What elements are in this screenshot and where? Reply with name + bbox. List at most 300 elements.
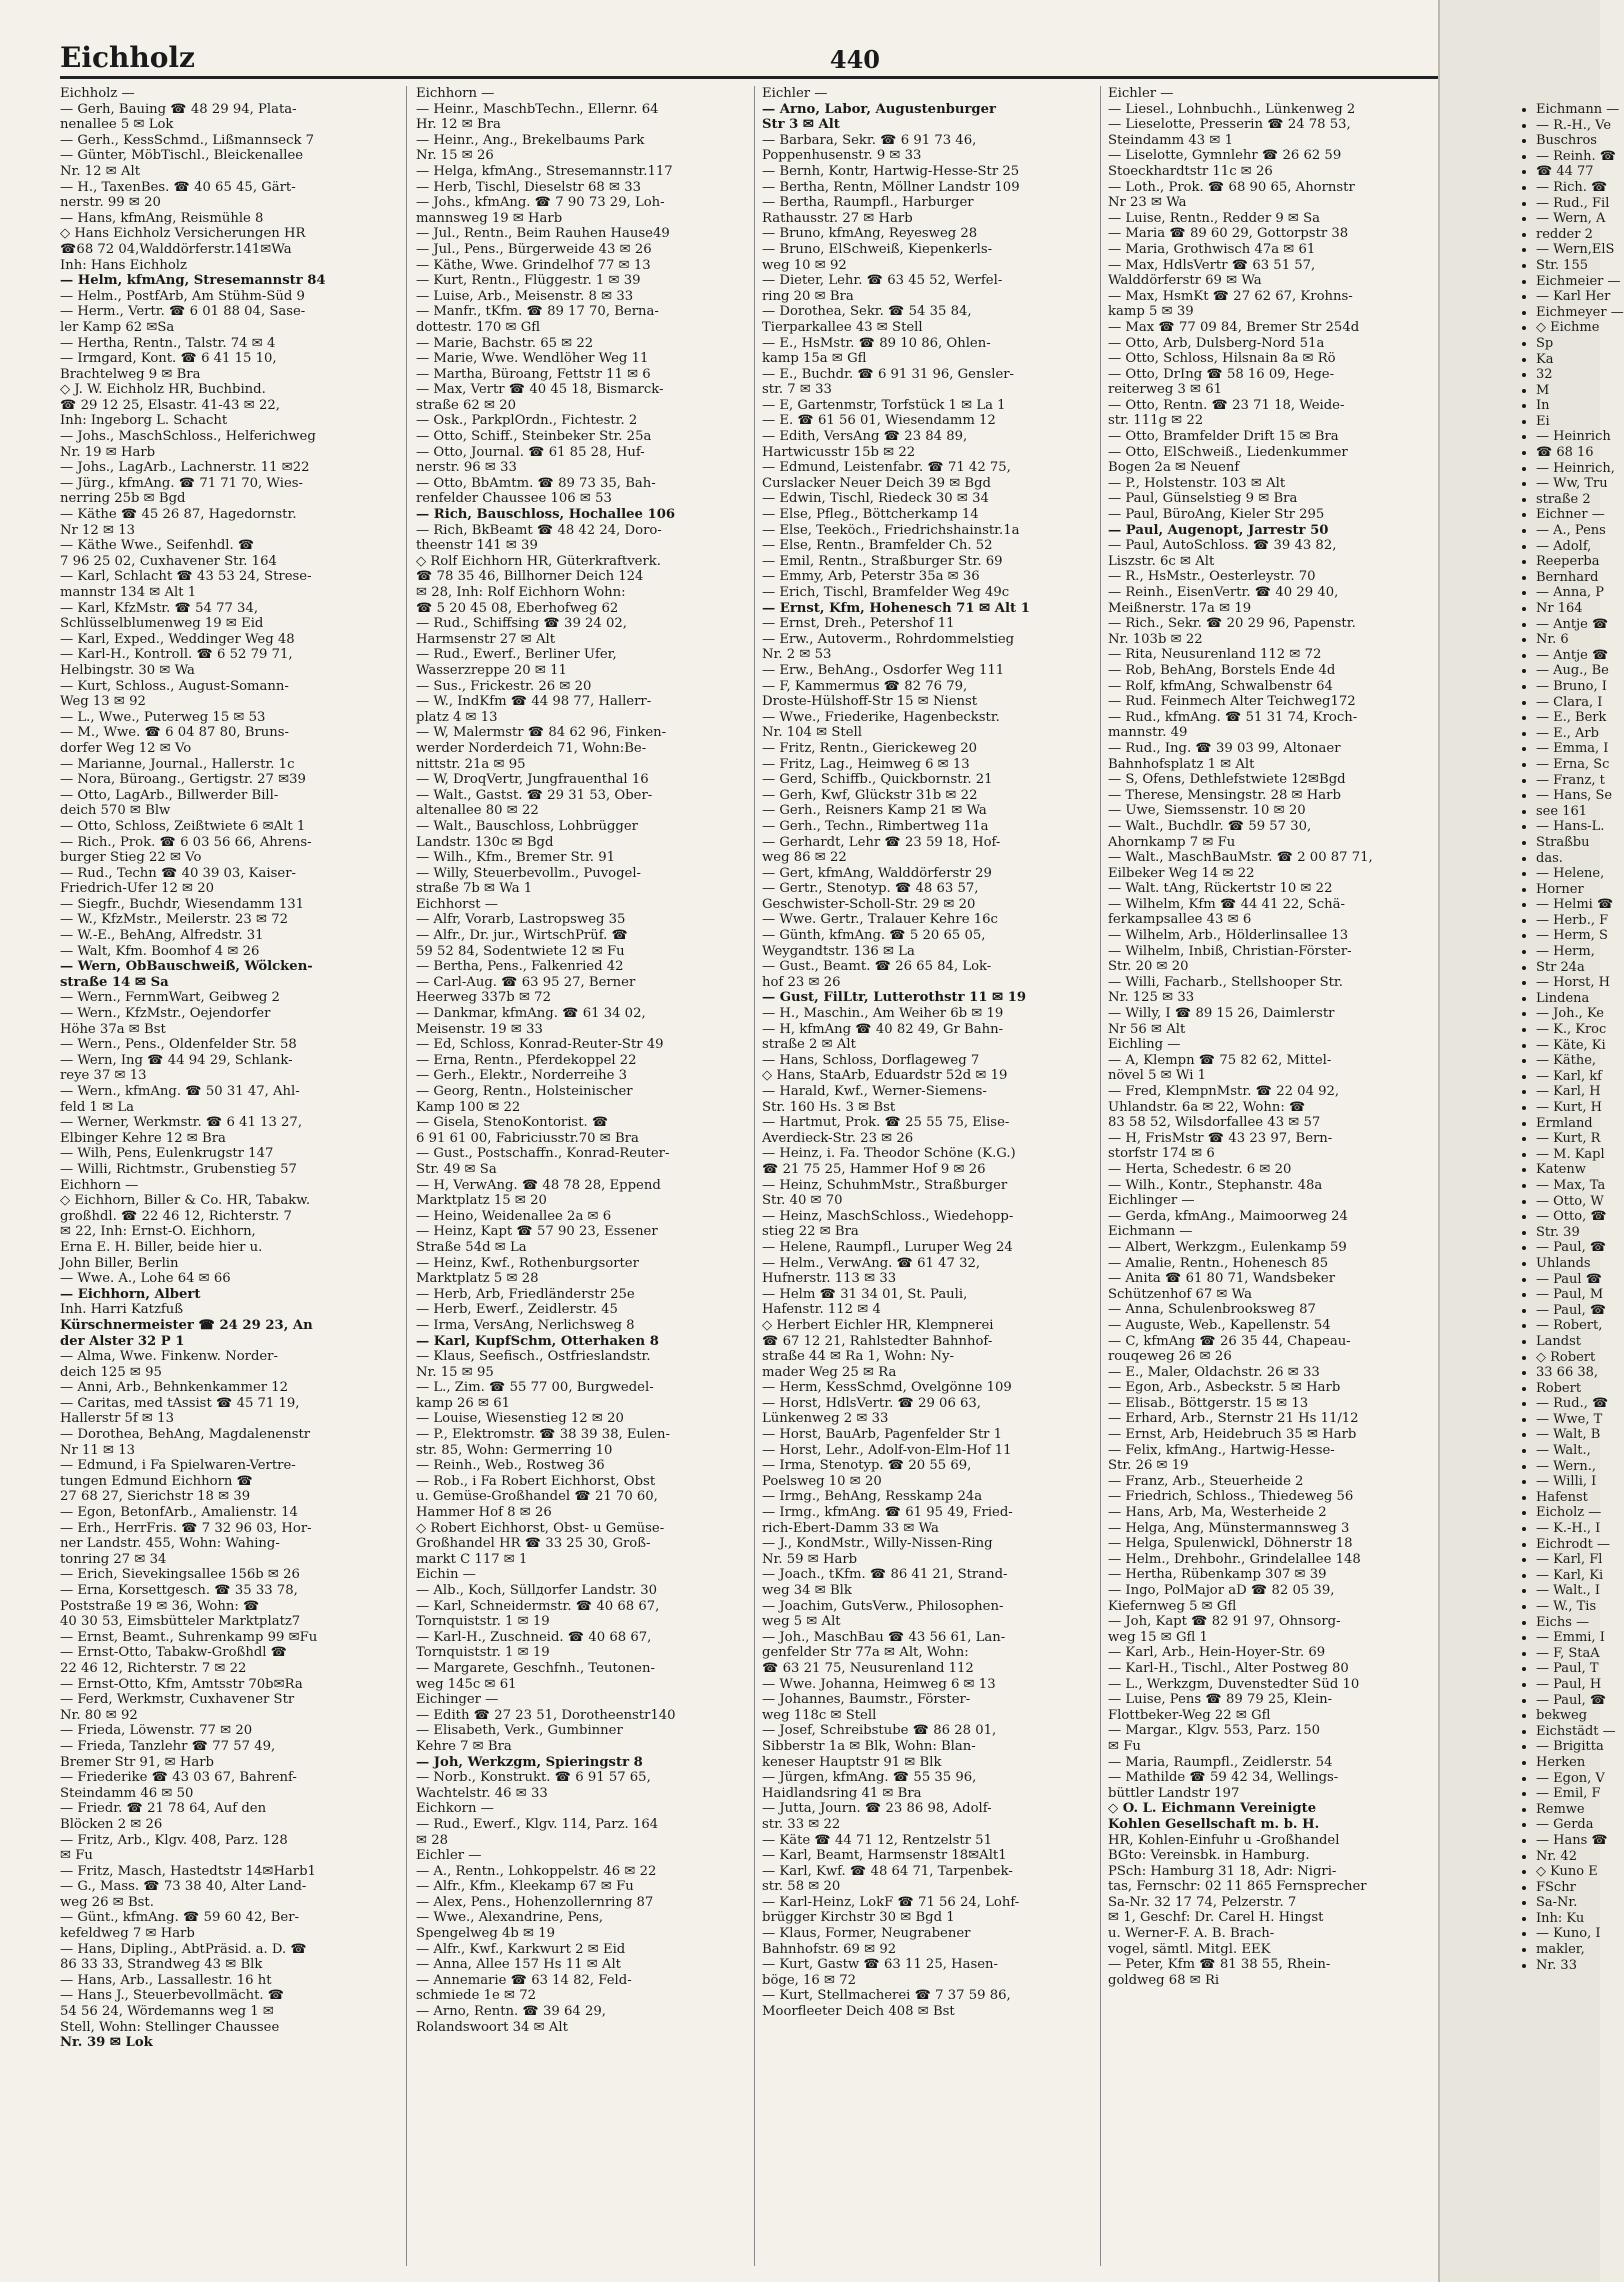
adjacent-page-entry: • — M. Kapl [1536,1147,1600,1163]
surname-heading: Eichhorn — [416,86,495,101]
directory-entry: — Marie, Wwe. Wendlöher Weg 11 [416,351,649,367]
directory-entry: — Kurt, Rentn., Flüggestr. 1 ✉ 39 [416,273,641,289]
directory-entry: — Rich, BkBeamt ☎ 48 42 24, Doro- [416,522,662,538]
directory-entry: — Heino, Weidenallee 2a ✉ 6 [416,1208,612,1224]
directory-entry: — Wern., Pens., Oldenfelder Str. 58 [60,1037,297,1053]
directory-entry: Hr. 12 ✉ Bra [416,117,501,133]
directory-entry: ✉ Fu [1108,1738,1141,1754]
directory-entry: — Helm., Drehbohr., Grindelallee 148 [1108,1551,1361,1567]
directory-entry: — Willy, Steuerbevollm., Puvogel- [416,865,642,881]
directory-entry: Sibberstr 1a ✉ Blk, Wohn: Blan- [762,1738,976,1754]
page-number: 440 [829,45,880,74]
adjacent-page-entry: • — Gerda [1536,1817,1600,1833]
directory-entry: reye 37 ✉ 13 [60,1068,147,1084]
directory-entry: Helbingstr. 30 ✉ Wa [60,662,195,678]
directory-entry: — J., KondMstr., Willy-Nissen-Ring [762,1536,993,1552]
adjacent-page-entry: • Katenw [1536,1162,1600,1178]
directory-entry: rouqeweg 26 ✉ 26 [1108,1349,1232,1365]
adjacent-page-entry: • straße 2 [1536,492,1600,508]
adjacent-page-entry: • ☎ 68 16 [1536,445,1600,461]
directory-entry: — Johs., LagArb., Lachnerstr. 11 ✉22 [60,460,310,476]
directory-entry: — Jutta, Journ. ☎ 23 86 98, Adolf- [762,1801,992,1817]
adjacent-page-entry: • — Paul, T [1536,1661,1600,1677]
directory-entry: Uhlandstr. 6a ✉ 22, Wohn: ☎ [1108,1099,1306,1115]
directory-entry: — Luise, Rentn., Redder 9 ✉ Sa [1108,210,1321,226]
adjacent-page-entry: • Eichmann — [1536,102,1600,118]
directory-entry: nittstr. 21a ✉ 95 [416,756,526,772]
directory-entry: — M., Wwe. ☎ 6 04 87 80, Bruns- [60,725,290,741]
directory-entry: — Manfr., tKfm. ☎ 89 17 70, Berna- [416,304,659,320]
adjacent-page-entry: • — Helene, [1536,866,1600,882]
adjacent-page-entry: • — A., Pens [1536,523,1600,539]
directory-entry: — Hans, Arb., Lassallestr. 16 ht [60,1972,272,1988]
directory-entry: — Anni, Arb., Behnkenkammer 12 [60,1380,289,1396]
adjacent-page-entry: • Uhlands [1536,1256,1600,1272]
directory-entry: — Gert, kfmAng, Walddörferstr 29 [762,865,992,881]
directory-entry: kamp 26 ✉ 61 [416,1395,510,1411]
column-divider [1100,86,1101,2266]
adjacent-page-entry: • — Ww, Tru [1536,476,1600,492]
directory-entry: — Karl, KupfSchm, Otterhaken 8 [416,1333,659,1349]
directory-entry: — Edith, VersAng ☎ 23 84 89, [762,429,968,445]
adjacent-page-entry: • — Brigitta [1536,1739,1600,1755]
directory-entry: — Heinr., MaschbTechn., Ellernr. 64 [416,101,659,117]
directory-entry: — Wilhelm, Inbiß, Christian-Förster- [1108,943,1352,959]
directory-entry: — Friedr. ☎ 21 78 64, Auf den [60,1801,267,1817]
directory-entry: Geschwister-Scholl-Str. 29 ✉ 20 [762,896,976,912]
adjacent-page-entry: • — Paul ☎ [1536,1272,1600,1288]
directory-entry: — Karl, Kwf. ☎ 48 64 71, Tarpenbek- [762,1863,1013,1879]
adjacent-page-entry: • Sp [1536,336,1600,352]
directory-entry: — Rud., Ing. ☎ 39 03 99, Altonaer [1108,740,1341,756]
directory-entry: weg 34 ✉ Blk [762,1583,852,1598]
adjacent-page-entry: • — Emma, I [1536,741,1600,757]
surname-heading: Eichkorn — [416,1801,494,1817]
directory-entry: — Paul, Augenopt, Jarrestr 50 [1108,522,1329,538]
directory-entry: — L., Zim. ☎ 55 77 00, Burgwedel- [416,1380,654,1396]
directory-entry: keneser Hauptstr 91 ✉ Blk [762,1754,942,1770]
directory-entry: — Herb, Tischl, Dieselstr 68 ✉ 33 [416,179,642,195]
directory-entry: — Kurt, Schloss., August-Somann- [60,678,289,694]
directory-entry: — Horst, Lehr., Adolf-von-Elm-Hof 11 [762,1442,1012,1458]
directory-entry: Str. 26 ✉ 19 [1108,1458,1189,1474]
directory-entry: ✉ 22, Inh: Ernst-O. Eichhorn, [60,1224,256,1240]
directory-entry: — Jul., Pens., Bürgerweide 43 ✉ 26 [416,241,652,257]
directory-entry: Nr. 15 ✉ 95 [416,1364,494,1380]
directory-entry: — Gust, FilLtr, Lutterothstr 11 ✉ 19 [762,990,1027,1006]
directory-entry: kamp 15a ✉ Gfl [762,351,867,367]
directory-entry: ◇ Rolf Eichhorn HR, Güterkraftverk. [416,553,661,569]
directory-entry: Str 3 ✉ Alt [762,117,840,133]
directory-entry: straße 62 ✉ 20 [416,397,517,413]
directory-entry: — Herm, KessSchmd, Ovelgönne 109 [762,1380,1012,1396]
directory-entry: 27 68 27, Sierichstr 18 ✉ 39 [60,1489,251,1505]
adjacent-page-entry: • — Wern,ElS [1536,242,1600,258]
directory-entry: nenallee 5 ✉ Lok [60,117,174,133]
directory-entry: Nr. 12 ✉ Alt [60,163,141,179]
adjacent-page-entry: • — W., Tis [1536,1599,1600,1615]
directory-entry: Elbinger Kehre 12 ✉ Bra [60,1130,226,1146]
adjacent-page-entry: • Straßbu [1536,835,1600,851]
directory-entry: — Ernst, Beamt., Suhrenkamp 99 ✉Fu [60,1629,318,1645]
directory-entry: ferkampsallee 43 ✉ 6 [1108,912,1252,928]
directory-entry: — Gertr., Stenotyp. ☎ 48 63 57, [762,881,979,897]
directory-entry: — Wilh, Pens, Eulenkrugstr 147 [60,1146,274,1162]
directory-entry: — Heinz, Kapt ☎ 57 90 23, Essener [416,1224,658,1240]
directory-entry: — Bruno, ElSchweiß, Kiepenkerls- [762,241,993,257]
page-header [60,28,1440,74]
directory-entry: — Wern., FernmWart, Geibweg 2 [60,990,280,1006]
adjacent-page-entry: • Ei [1536,414,1600,430]
directory-entry: — Helga, Spulenwickl, Döhnerstr 18 [1108,1536,1353,1552]
directory-entry: — H, VerwAng. ☎ 48 78 28, Eppend [416,1177,661,1193]
directory-entry: — Gerh, Bauing ☎ 48 29 94, Plata- [60,101,297,117]
adjacent-page-entry: • ◇ Eichme [1536,320,1600,336]
adjacent-page-entry: • 33 66 38, [1536,1365,1600,1381]
directory-entry: — Siegfr., Buchdr, Wiesendamm 131 [60,896,305,912]
adjacent-page-entry: • — Otto, ☎ [1536,1209,1600,1225]
directory-entry: dorfer Weg 12 ✉ Vo [60,740,192,756]
adjacent-page-entry: • — Paul, H [1536,1677,1600,1693]
directory-entry: — Emil, Rentn., Straßburger Str. 69 [762,553,1003,569]
directory-entry: — Dankmar, kfmAng. ☎ 61 34 02, [416,1006,646,1022]
directory-entry: — Bertha, Raumpfl., Harburger [762,195,974,211]
header-rule [60,76,1440,79]
directory-entry: — P., Elektromstr. ☎ 38 39 38, Eulen- [416,1427,670,1443]
directory-entry: Str. 40 ✉ 70 [762,1193,843,1209]
adjacent-page-entry: • Robert [1536,1381,1600,1397]
directory-entry: — Anna, Schulenbrooksweg 87 [1108,1302,1316,1318]
directory-entry: — Klaus, Seefisch., Ostfrieslandstr. [416,1349,651,1365]
directory-entry: — Wwe. A., Lohe 64 ✉ 66 [60,1271,231,1287]
directory-entry: — Walt., Gastst. ☎ 29 31 53, Ober- [416,787,653,803]
directory-entry: Liszstr. 6c ✉ Alt [1108,553,1215,569]
directory-entry: — Wilhelm, Arb., Hölderlinsallee 13 [1108,928,1349,944]
surname-heading: Eichholz — [60,86,135,101]
directory-entry: — Mathilde ☎ 59 42 34, Wellings- [1108,1770,1339,1786]
directory-entry: — Joachim, GutsVerw., Philosophen- [762,1598,1004,1614]
directory-entry: — Irmg., kfmAng. ☎ 61 95 49, Fried- [762,1505,1013,1521]
directory-entry: goldweg 68 ✉ Ri [1108,1972,1220,1988]
directory-entry: — Dieter, Lehr. ☎ 63 45 52, Werfel- [762,273,1003,289]
directory-entry: — E., HsMstr. ☎ 89 10 86, Ohlen- [762,335,991,351]
directory-entry: — L., Werkzgm, Duvenstedter Süd 10 [1108,1676,1360,1692]
adjacent-page-entry: • — Aug., Be [1536,663,1600,679]
adjacent-page-entry: • Nr. 33 [1536,1958,1600,1974]
directory-entry: — Albert, Werkzgm., Eulenkamp 59 [1108,1239,1347,1255]
adjacent-page-entry: • Lindena [1536,991,1600,1007]
directory-entry: platz 4 ✉ 13 [416,709,498,725]
adjacent-page-entry: • — Adolf, [1536,539,1600,555]
directory-entry: — Edmund, Leistenfabr. ☎ 71 42 75, [762,460,1011,476]
surname-heading: Eichler — [1108,86,1174,101]
directory-entry: Hammer Hof 8 ✉ 26 [416,1505,552,1521]
directory-entry: — Otto, Schloss, Hilsnain 8a ✉ Rö [1108,351,1336,367]
directory-entry: weg 10 ✉ 92 [762,257,847,273]
column-1 [60,86,392,2266]
adjacent-page-entry: • — Antje ☎ [1536,648,1600,664]
directory-entry: — Irmgard, Kont. ☎ 6 41 15 10, [60,351,277,367]
adjacent-page-entry: • ◇ Robert [1536,1350,1600,1366]
adjacent-page-entry: • das. [1536,851,1600,867]
adjacent-page-entry: • — Paul, ☎ [1536,1240,1600,1256]
directory-entry: Friedrich-Ufer 12 ✉ 20 [60,881,215,897]
directory-entry: — Elisab., Böttgerstr. 15 ✉ 13 [1108,1395,1309,1411]
directory-entry: — Georg, Rentn., Holsteinischer [416,1084,633,1099]
directory-entry: — Ernst, Arb, Heidebruch 35 ✉ Harb [1108,1427,1357,1443]
adjacent-page-entry: • Ermland [1536,1116,1600,1132]
directory-entry: — Otto, Arb, Dulsberg-Nord 51a [1108,335,1325,351]
directory-entry: — Johs., MaschSchloss., Helferichweg [60,429,316,445]
directory-entry: ☎68 72 04,Walddörferstr.141✉Wa [60,241,292,257]
directory-entry: Bahnhofstr. 69 ✉ 92 [762,1941,897,1957]
adjacent-page-entry: • — E., Berk [1536,710,1600,726]
directory-entry: ◇ Herbert Eichler HR, Klempnerei [762,1317,994,1333]
adjacent-page-entry: • M [1536,383,1600,399]
directory-entry: HR, Kohlen-Einfuhr u -Großhandel [1108,1832,1340,1848]
directory-entry: Nr. 80 ✉ 92 [60,1707,138,1723]
directory-entry: — Ingo, PolMajor aD ☎ 82 05 39, [1108,1583,1335,1598]
adjacent-page-entry: • Herken [1536,1755,1600,1771]
directory-entry: 54 56 24, Wördemanns weg 1 ✉ [60,2004,274,2020]
directory-entry: Walddörferstr 69 ✉ Wa [1108,273,1262,289]
adjacent-page-entry: • Ka [1536,352,1600,368]
directory-entry: — Otto, LagArb., Billwerder Bill- [60,787,279,803]
directory-entry: — Rud., Ewerf., Klgv. 114, Parz. 164 [416,1816,659,1832]
directory-entry: — Willy, I ☎ 89 15 26, Daimlerstr [1108,1006,1335,1022]
adjacent-page-entry: • — Rich. ☎ [1536,180,1600,196]
directory-entry: Rathausstr. 27 ✉ Harb [762,210,913,226]
directory-entry: — Käte ☎ 44 71 12, Rentzelstr 51 [762,1832,992,1848]
directory-entry: ☎ 67 12 21, Rahlstedter Bahnhof- [762,1333,993,1349]
directory-entry: — E., Buchdr. ☎ 6 91 31 96, Gensler- [762,366,1015,382]
directory-entry: Poppenhusenstr. 9 ✉ 33 [762,148,922,164]
directory-entry: ✉ 28, Inh: Rolf Eichhorn Wohn: [416,585,626,600]
adjacent-page-entry: • In [1536,398,1600,414]
directory-entry: Sa-Nr. 32 17 74, Pelzerstr. 7 [1108,1894,1297,1910]
directory-entry: — Barbara, Sekr. ☎ 6 91 73 46, [762,132,977,148]
directory-entry: Nr. 39 ✉ Lok [60,2035,153,2051]
adjacent-page-entry: • — Karl, H [1536,1084,1600,1100]
directory-entry: Wachtelstr. 46 ✉ 33 [416,1785,548,1801]
directory-entry: Inh: Ingeborg L. Schacht [60,413,228,429]
adjacent-page-entry: • Eicholz — [1536,1505,1600,1521]
directory-entry: ✉ 28 [416,1832,449,1848]
directory-entry: — Hertha, Rübenkamp 307 ✉ 39 [1108,1567,1327,1583]
directory-entry: Str. 49 ✉ Sa [416,1161,497,1177]
directory-entry: — Otto, Bramfelder Drift 15 ✉ Bra [1108,429,1339,445]
adjacent-page-entry: • — Paul, ☎ [1536,1693,1600,1709]
directory-entry: — Gerh., KessSchmd., Lißmannseck 7 [60,132,315,148]
adjacent-page-entry: • — Erna, Sc [1536,757,1600,773]
directory-entry: BGto: Vereinsbk. in Hamburg. [1108,1848,1310,1864]
directory-entry: großhdl. ☎ 22 46 12, Richterstr. 7 [60,1208,292,1224]
directory-entry: — Günter, MöbTischl., Bleickenallee [60,148,304,164]
adjacent-page-entry: • Nr 164 [1536,601,1600,617]
directory-entry: — Wwe. Johanna, Heimweg 6 ✉ 13 [762,1676,996,1692]
adjacent-page-entry: • — Emil, F [1536,1786,1600,1802]
adjacent-page-entry: • — Herm, [1536,944,1600,960]
directory-entry: Hafenstr. 112 ✉ 4 [762,1302,881,1318]
directory-entry: — Willi, Richtmstr., Grubenstieg 57 [60,1161,297,1177]
directory-entry: — Wern, Ing ☎ 44 94 29, Schlank- [60,1052,293,1068]
adjacent-page-entry: • — Hans, Se [1536,788,1600,804]
directory-entry: — Wilh., Kontr., Stephanstr. 48a [1108,1177,1323,1193]
directory-entry: Curslacker Neuer Deich 39 ✉ Bgd [762,475,992,491]
directory-entry: — Marianne, Journal., Hallerstr. 1c [60,756,295,772]
surname-heading: Eichlinger — [1108,1193,1195,1209]
directory-entry: weg 145c ✉ 61 [416,1676,517,1692]
adjacent-page-entry: • Landst [1536,1334,1600,1350]
directory-entry: — Gerh., Elektr., Norderreihe 3 [416,1068,627,1084]
directory-entry: — Anna, Allee 157 Hs 11 ✉ Alt [416,1957,621,1973]
directory-entry: — Johannes, Baumstr., Förster- [762,1692,971,1708]
directory-entry: John Biller, Berlin [60,1255,179,1271]
directory-entry: — Willi, Facharb., Stellshooper Str. [1108,974,1343,990]
adjacent-page-entry: • Str. 39 [1536,1225,1600,1241]
directory-entry: str. 111g ✉ 22 [1108,413,1204,429]
directory-entry: Nr 23 ✉ Wa [1108,195,1187,211]
directory-entry: — E., Maler, Oldachstr. 26 ✉ 33 [1108,1364,1320,1380]
directory-entry: — A, Klempn ☎ 75 82 62, Mittel- [1108,1052,1332,1068]
directory-entry: Moorfleeter Deich 408 ✉ Bst [762,2004,955,2020]
directory-entry: dottestr. 170 ✉ Gfl [416,319,541,335]
directory-entry: Stell, Wohn: Stellinger Chaussee [60,2019,280,2035]
directory-entry: — Frieda, Tanzlehr ☎ 77 57 49, [60,1738,276,1754]
directory-entry: — Hans, Arb, Ma, Westerheide 2 [1108,1505,1327,1521]
directory-entry: — Erna, Korsettgesch. ☎ 35 33 78, [60,1583,298,1598]
adjacent-page-entry: • Eichrodt — [1536,1537,1600,1553]
surname-heading: Eichin — [416,1567,476,1583]
directory-entry: Hufnerstr. 113 ✉ 33 [762,1271,897,1287]
directory-entry: — Harald, Kwf., Werner-Siemens- [762,1084,987,1099]
directory-entry: — Dorothea, BehAng, Magdalenenstr [60,1427,311,1443]
directory-entry: — Kurt, Stellmacherei ☎ 7 37 59 86, [762,1988,1011,2004]
directory-entry: — Erna, Rentn., Pferdekoppel 22 [416,1052,637,1068]
adjacent-page-entry: • — Joh., Ke [1536,1006,1600,1022]
directory-entry: — Amalie, Rentn., Hohenesch 85 [1108,1255,1329,1271]
directory-entry: weg 86 ✉ 22 [762,850,847,866]
directory-entry: stieg 22 ✉ Bra [762,1224,859,1240]
directory-entry: reiterweg 3 ✉ 61 [1108,382,1223,398]
directory-entry: mannstr 134 ✉ Alt 1 [60,585,197,600]
directory-entry: kefeldweg 7 ✉ Harb [60,1926,195,1942]
directory-entry: — Ernst, Dreh., Petershof 11 [762,616,955,632]
directory-entry: mader Weg 25 ✉ Ra [762,1364,897,1380]
adjacent-page-entry: • Str 24a [1536,960,1600,976]
directory-entry: — Fritz, Arb., Klgv. 408, Parz. 128 [60,1832,288,1848]
adjacent-page-entry: • — Rud., Fil [1536,196,1600,212]
directory-entry: böge, 16 ✉ 72 [762,1972,857,1988]
adjacent-page-entry: • — E., Arb [1536,726,1600,742]
directory-entry: Nr. 125 ✉ 33 [1108,990,1195,1006]
directory-entry: — Gisela, StenoKontorist. ☎ [416,1115,609,1131]
directory-entry: — Else, Rentn., Bramfelder Ch. 52 [762,538,993,554]
directory-entry: — Norb., Konstrukt. ☎ 6 91 57 65, [416,1770,651,1786]
directory-entry: weg 26 ✉ Bst. [60,1894,154,1910]
directory-entry: — Felix, kfmAng., Hartwig-Hesse- [1108,1442,1335,1458]
directory-entry: deich 125 ✉ 95 [60,1364,162,1380]
adjacent-page-entry: • — Emmi, I [1536,1630,1600,1646]
directory-entry: — Emmy, Arb, Peterstr 35a ✉ 36 [762,569,980,585]
directory-entry: — Otto, Rentn. ☎ 23 71 18, Weide- [1108,397,1345,413]
adjacent-page-column [1496,86,1624,2266]
directory-entry: Kiefernweg 5 ✉ Gfl [1108,1598,1237,1614]
directory-entry: — Rud., kfmAng. ☎ 51 31 74, Kroch- [1108,709,1358,725]
adjacent-page-entry: • — Kurt, R [1536,1131,1600,1147]
directory-entry: — Helene, Raumpfl., Luruper Weg 24 [762,1239,1013,1255]
directory-entry: — Otto, Schiff., Steinbeker Str. 25a [416,429,652,445]
directory-entry: nerstr. 96 ✉ 33 [416,460,517,476]
directory-entry: — Hans, kfmAng, Reismühle 8 [60,210,264,226]
directory-entry: — Rich., Prok. ☎ 6 03 56 66, Ahrens- [60,834,312,850]
directory-entry: — Walt., Bauschloss, Lohbrügger [416,818,638,834]
directory-entry: Inh: Hans Eichholz [60,257,187,273]
directory-entry: — Helga, kfmAng., Stresemannstr.117 [416,163,673,179]
directory-entry: — W, DroqVertr, Jungfrauenthal 16 [416,772,649,788]
adjacent-page-entry: • Str. 155 [1536,258,1600,274]
adjacent-page-entry: • Horner [1536,882,1600,898]
directory-entry: — H., Maschin., Am Weiher 6b ✉ 19 [762,1006,1004,1022]
directory-entry: Droste-Hülshoff-Str 15 ✉ Nienst [762,694,978,710]
directory-entry: Blöcken 2 ✉ 26 [60,1816,163,1832]
directory-entry: — Maria, Raumpfl., Zeidlerstr. 54 [1108,1754,1333,1770]
directory-entry: — Ed, Schloss, Konrad-Reuter-Str 49 [416,1037,664,1053]
directory-entry: — H, kfmAng ☎ 40 82 49, Gr Bahn- [762,1021,1004,1037]
directory-entry: Poelsweg 10 ✉ 20 [762,1473,882,1489]
directory-entry: — Otto, DrIng ☎ 58 16 09, Hege- [1108,366,1335,382]
directory-entry: — Hans, Dipling., AbtPräsid. a. D. ☎ [60,1941,307,1957]
directory-entry: — Max, Vertr ☎ 40 45 18, Bismarck- [416,382,664,398]
directory-entry: Bahnhofsplatz 1 ✉ Alt [1108,756,1255,772]
directory-entry: — W, Malermstr ☎ 84 62 96, Finken- [416,725,667,741]
directory-entry: — Karl, Arb., Hein-Hoyer-Str. 69 [1108,1645,1326,1661]
directory-entry: — Gust., Postschaffn., Konrad-Reuter- [416,1146,670,1162]
directory-entry: nerstr. 99 ✉ 20 [60,195,161,211]
directory-entry: Str. 20 ✉ 20 [1108,959,1189,975]
adjacent-page-entry: • — Rud., ☎ [1536,1396,1600,1412]
directory-entry: Str. 160 Hs. 3 ✉ Bst [762,1099,896,1115]
directory-entry: — Käthe Wwe., Seifenhdl. ☎ [60,538,255,554]
directory-entry: — Günth, kfmAng. ☎ 5 20 65 05, [762,928,986,944]
directory-entry: straße 2 ✉ Alt [762,1037,856,1053]
directory-entry: — Uwe, Siemssenstr. 10 ✉ 20 [1108,803,1306,819]
directory-entry: Averdieck-Str. 23 ✉ 26 [762,1130,914,1146]
directory-entry: — Louise, Wiesenstieg 12 ✉ 20 [416,1411,624,1427]
directory-entry: Kehre 7 ✉ Bra [416,1738,512,1754]
directory-entry: — Paul, BüroAng, Kieler Str 295 [1108,507,1325,523]
adjacent-page-entry: • — Käthe, [1536,1053,1600,1069]
directory-entry: — P., Holstenstr. 103 ✉ Alt [1108,475,1286,491]
directory-entry: Kamp 100 ✉ 22 [416,1099,521,1115]
directory-entry: — Bruno, kfmAng, Reyesweg 28 [762,226,978,242]
directory-entry: — Irma, VersAng, Nerlichsweg 8 [416,1317,635,1333]
directory-entry: — Erhard, Arb., Sternstr 21 Hs 11/12 [1108,1411,1359,1427]
directory-entry: Marktplatz 15 ✉ 20 [416,1193,547,1209]
directory-entry: ☎ 78 35 46, Billhorner Deich 124 [416,569,644,585]
adjacent-page-entry: • — Anna, P [1536,585,1600,601]
directory-entry: — Horst, HdlsVertr. ☎ 29 06 63, [762,1395,981,1411]
directory-entry: — Alfr., Kfm., Kleekamp 67 ✉ Fu [416,1879,634,1895]
directory-entry: — Marie, Bachstr. 65 ✉ 22 [416,335,594,351]
directory-entry: — Edith ☎ 27 23 51, Dorotheenstr140 [416,1707,676,1723]
directory-entry: tonring 27 ✉ 34 [60,1551,167,1567]
directory-entry: Meisenstr. 19 ✉ 33 [416,1021,543,1037]
directory-entry: — Arno, Labor, Augustenburger [762,101,996,117]
directory-entry: — Elisabeth, Verk., Gumbinner [416,1723,623,1739]
adjacent-page-entry: • — Paul, M [1536,1287,1600,1303]
directory-entry: Haidlandsring 41 ✉ Bra [762,1785,922,1801]
